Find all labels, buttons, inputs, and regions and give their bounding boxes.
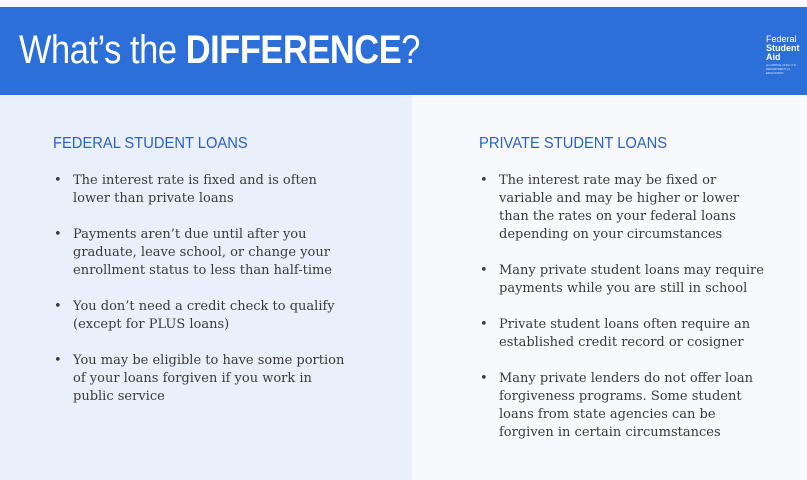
bullet-icon: • xyxy=(54,173,62,188)
list-item xyxy=(479,172,779,244)
list-item-text: You don’t need a credit check to qualify (except for PLUS loans) xyxy=(73,299,335,332)
list-item xyxy=(479,262,779,298)
list-item xyxy=(479,316,779,352)
title-emphasis: DIFFERENCE xyxy=(185,28,402,72)
list-item xyxy=(53,298,353,334)
bullet-icon: • xyxy=(480,317,488,332)
list-item-text: The interest rate may be fixed or variable and may be higher or lower than the rates on your federal loans depending on your circumstances xyxy=(499,173,740,242)
list-item xyxy=(53,352,353,406)
list-item-text: The interest rate is fixed and is often lower than private loans xyxy=(73,173,317,206)
private-loans-list xyxy=(479,172,779,460)
list-item-text: You may be eligible to have some portion of your loans forgiven if you work in public service xyxy=(73,353,345,404)
title-prefix: What’s the xyxy=(19,28,186,72)
bullet-icon: • xyxy=(480,173,488,188)
private-loans-heading: PRIVATE STUDENT LOANS xyxy=(479,135,668,152)
list-item xyxy=(479,370,779,442)
bullet-icon: • xyxy=(54,299,62,314)
list-item xyxy=(53,172,353,208)
list-item-text: Private student loans often require an established credit record or cosigner xyxy=(499,317,751,350)
bullet-icon: • xyxy=(480,263,488,278)
federal-loans-list xyxy=(53,172,353,424)
list-item-text: Payments aren’t due until after you graduate, leave school, or change your enrollment status to less than half-time xyxy=(73,227,333,278)
bullet-icon: • xyxy=(54,353,62,368)
header-banner xyxy=(0,7,807,95)
title-suffix: ? xyxy=(401,28,420,72)
list-item-text: Many private lenders do not offer loan forgiveness programs. Some student loans from state agencies can be forgiven in certain circumstances xyxy=(499,371,754,440)
logo-tagline: An OFFICE of the U.S. DEPARTMENT of EDUCATION xyxy=(766,63,797,75)
private-loans-column xyxy=(412,95,807,480)
logo-line-2: Student xyxy=(766,43,800,53)
bullet-icon: • xyxy=(54,227,62,242)
list-item-text: Many private student loans may require payments while you are still in school xyxy=(499,263,764,296)
list-item xyxy=(53,226,353,280)
page-title xyxy=(19,27,420,73)
logo-line-3: Aid xyxy=(766,52,781,62)
logo-line-1: Federal xyxy=(766,35,797,44)
federal-student-aid-logo xyxy=(766,35,807,75)
bullet-icon: • xyxy=(480,371,488,386)
federal-loans-heading: FEDERAL STUDENT LOANS xyxy=(53,135,248,152)
federal-loans-column xyxy=(0,95,412,480)
